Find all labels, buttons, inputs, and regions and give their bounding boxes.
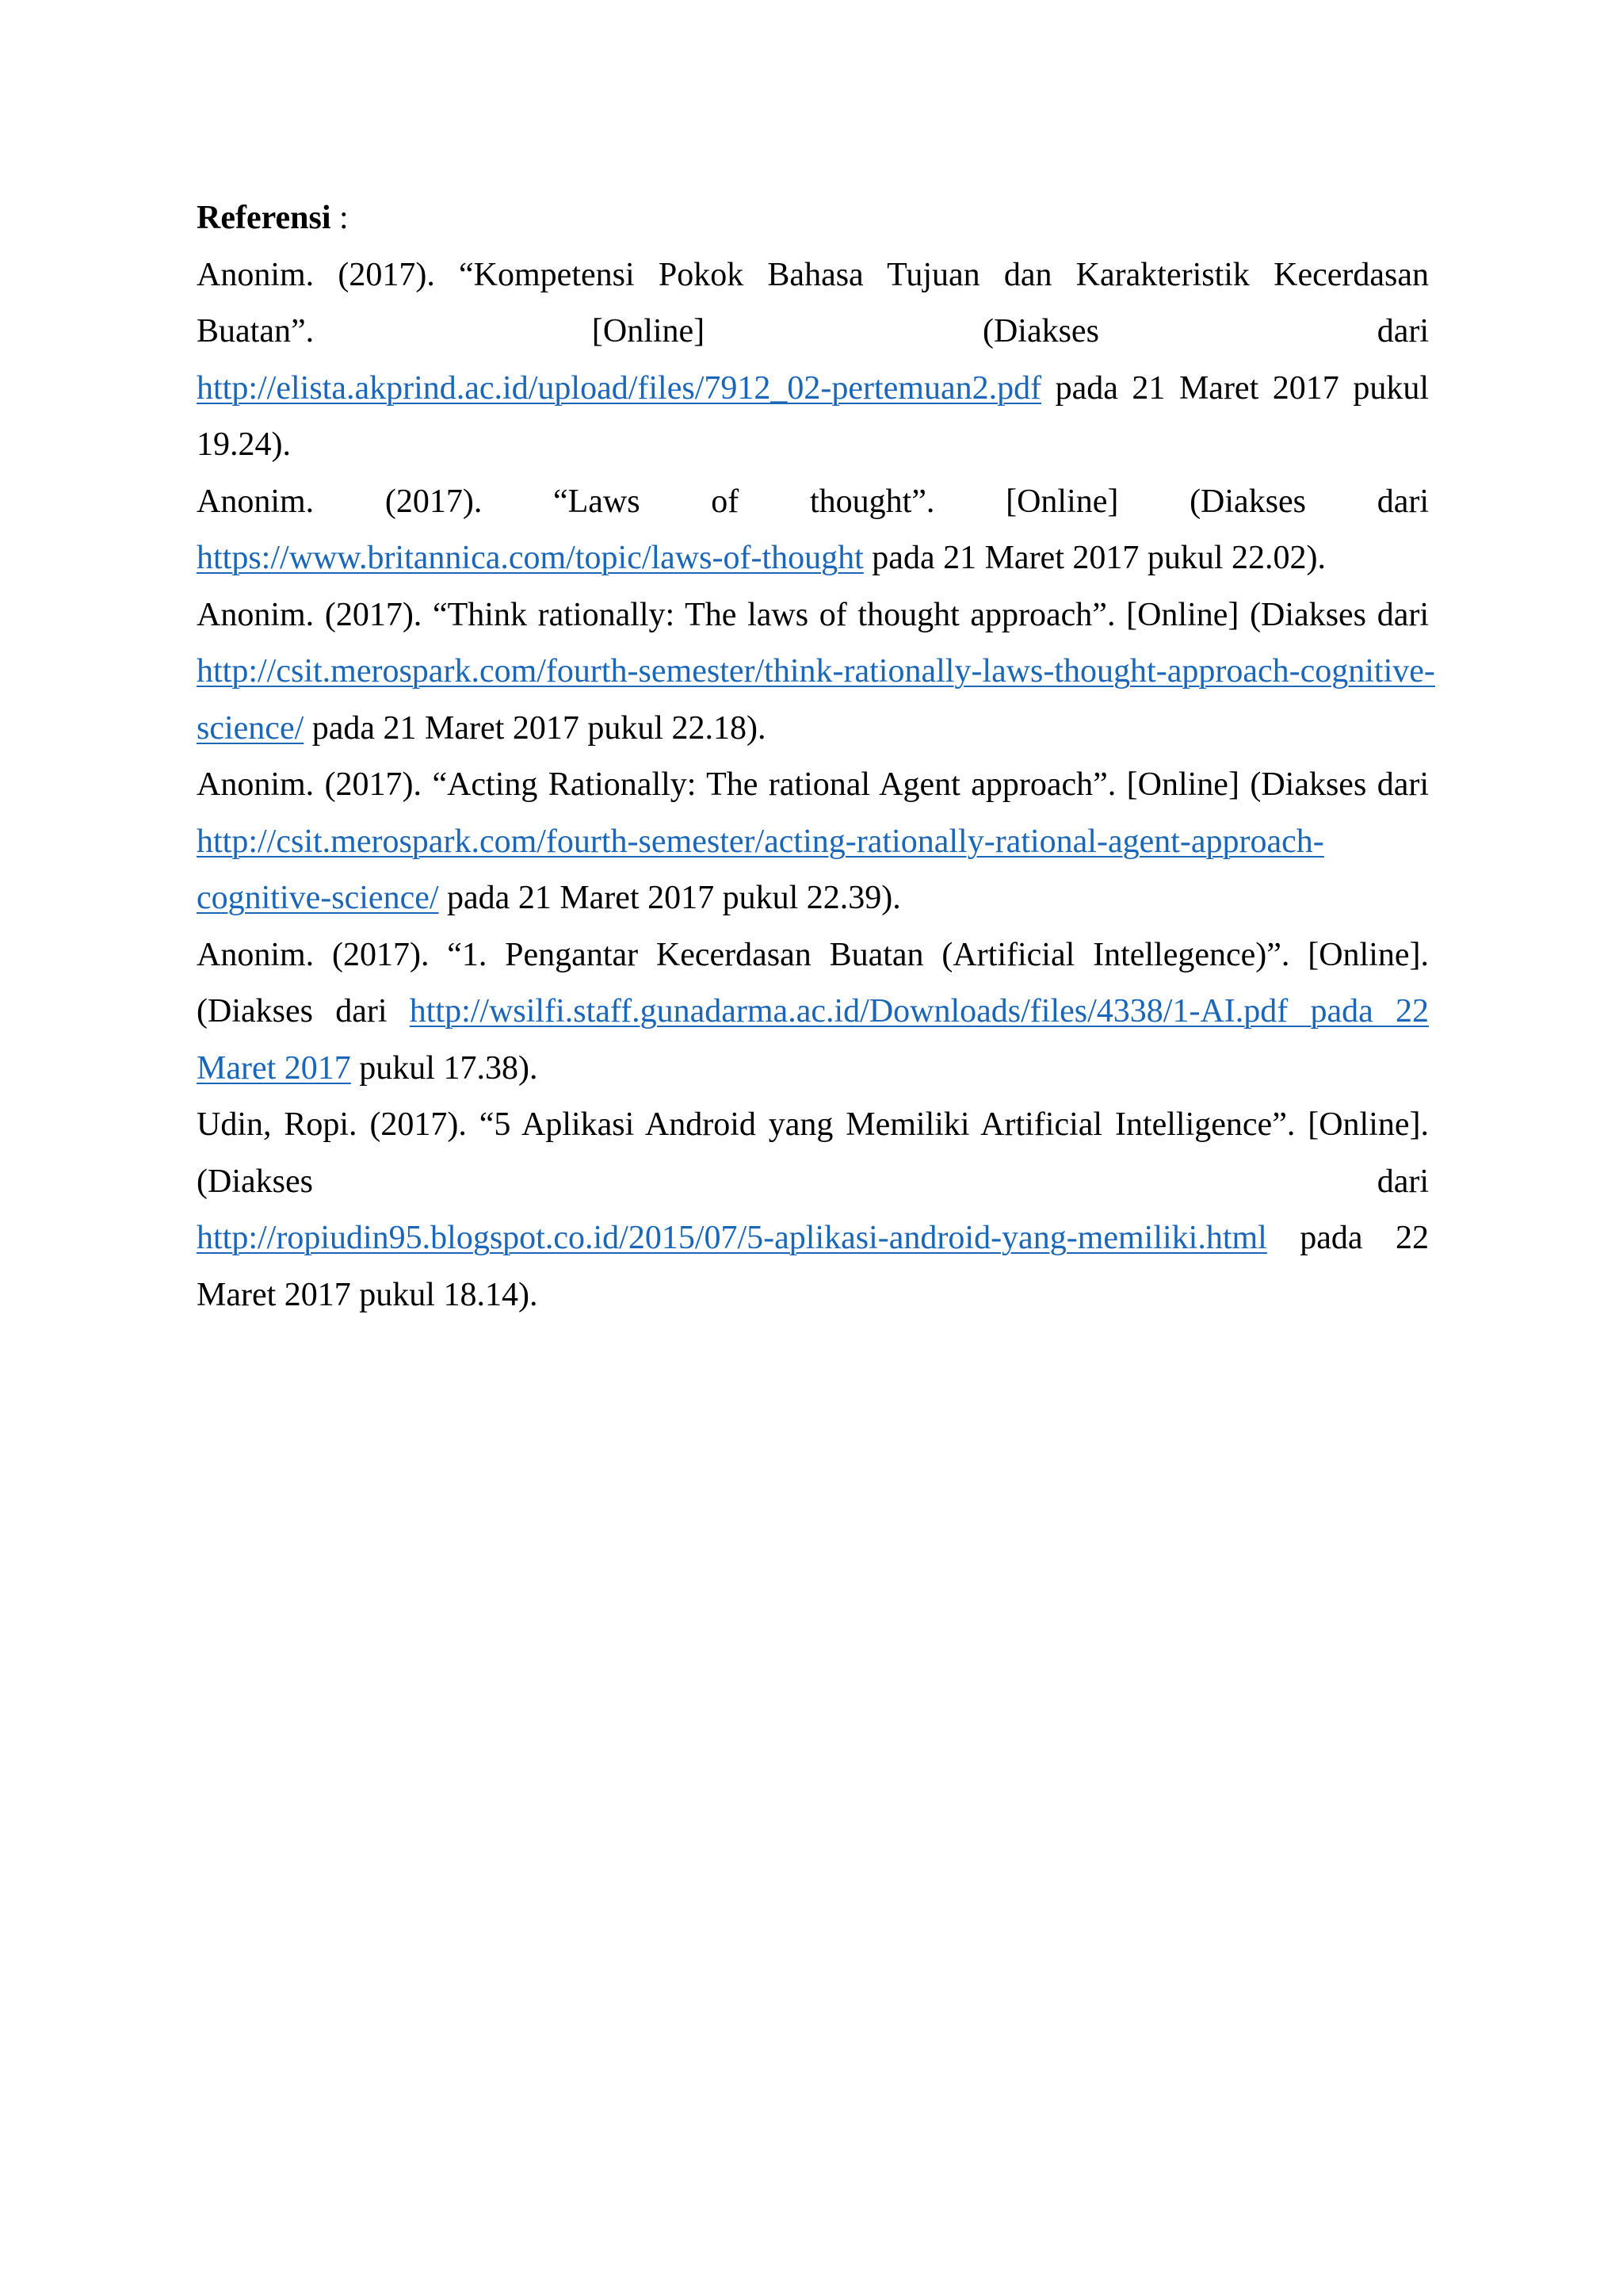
reference-4-link-line-1: http://csit.merospark.com/fourth-semester/acting-rationally-rational-agent-approach- (197, 823, 1324, 860)
document-page (197, 190, 1435, 1324)
reference-1-link[interactable]: http://elista.akprind.ac.id/upload/files/7912_02-pertemuan2.pdf (197, 369, 1042, 407)
reference-6-link[interactable]: http://ropiudin95.blogspot.co.id/2015/07/5-aplikasi-android-yang-memiliki.html (197, 1220, 1267, 1256)
reference-entry-3 (197, 587, 1435, 758)
references-heading-label: Referensi (197, 200, 331, 236)
reference-5-suffix: pukul 17.38). (350, 1049, 538, 1087)
reference-2-suffix: pada 21 Maret 2017 pukul 22.02). (863, 540, 1327, 576)
reference-entry-5 (197, 927, 1429, 1098)
references-heading (197, 190, 1429, 247)
reference-2-text: Anonim. (2017). “Laws of thought”. [Online] (Diakses dari (197, 483, 1429, 520)
reference-4-text: Anonim. (2017). “Acting Rationally: The rational Agent approach”. [Online] (Diakses dari (197, 766, 1429, 803)
reference-3-text: Anonim. (2017). “Think rationally: The laws of thought approach”. [Online] (Diakses dari (197, 596, 1429, 633)
references-heading-suffix: : (330, 200, 349, 236)
reference-3-link-line-2: science/ (197, 709, 304, 747)
reference-entry-1 (197, 247, 1429, 474)
reference-6-suffix: pada 22 Maret 2017 pukul 18.14). (197, 1220, 1429, 1313)
reference-entry-4 (197, 757, 1429, 927)
reference-6-text: Udin, Ropi. (2017). “5 Aplikasi Android yang Memiliki Artificial Intelligence”. [Online]. (Diakses dari (197, 1106, 1429, 1200)
reference-1-text: Anonim. (2017). “Kompetensi Pokok Bahasa Tujuan dan Karakteristik Kecerdasan Buatan”. [Online] (Diakses dari (197, 256, 1429, 350)
reference-5-text: Anonim. (2017). “1. Pengantar Kecerdasan Buatan (Artificial Intellegence)”. [Online]. (Diakses dari (197, 936, 1429, 1030)
reference-entry-6 (197, 1097, 1429, 1324)
reference-entry-2 (197, 474, 1429, 587)
reference-4-link-line-2: cognitive-science/ (197, 880, 439, 916)
reference-4-suffix: pada 21 Maret 2017 pukul 22.39). (438, 880, 901, 916)
reference-1-suffix: pada 21 Maret 2017 pukul 19.24). (197, 369, 1429, 463)
reference-3-link-line-1: http://csit.merospark.com/fourth-semester/think-rationally-laws-thought-approach-cognitive- (197, 653, 1435, 690)
reference-5-link[interactable]: http://wsilfi.staff.gunadarma.ac.id/Downloads/files/4338/1-AI.pdf pada 22 Maret 2017 (197, 993, 1429, 1087)
reference-2-link[interactable]: https://www.britannica.com/topic/laws-of-thought (197, 540, 864, 576)
reference-3-suffix: pada 21 Maret 2017 pukul 22.18). (304, 709, 766, 747)
